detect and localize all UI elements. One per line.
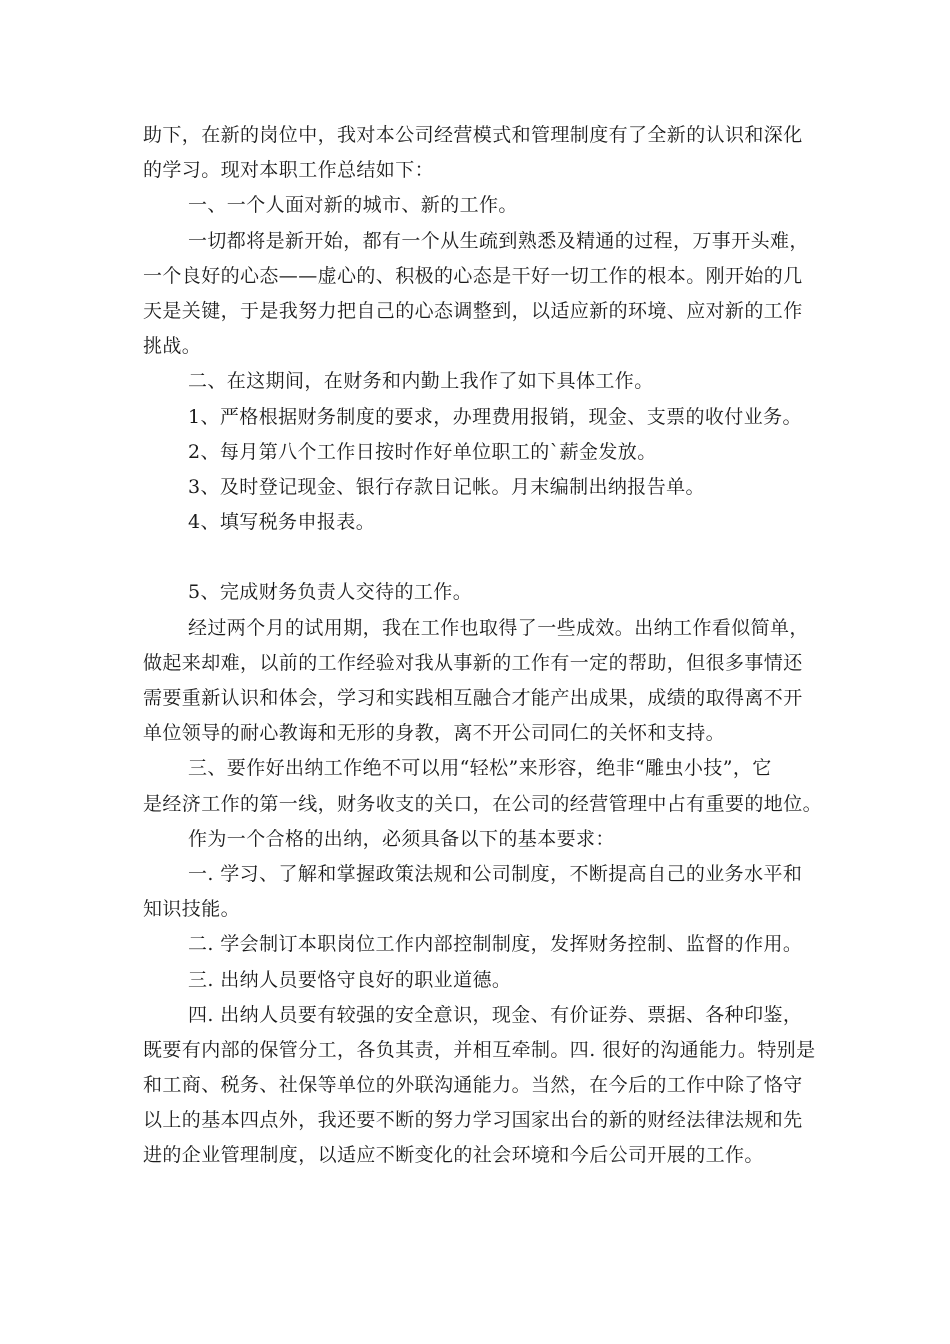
- section-heading: 一、一个人面对新的城市、新的工作。: [188, 194, 518, 217]
- text-line: 单位领导的耐心教诲和无形的身教，离不开公司同仁的关怀和支持。: [143, 722, 726, 745]
- text-line: 既要有内部的保管分工，各负其责，并相互牵制。四. 很好的沟通能力。特别是: [143, 1038, 816, 1061]
- document-body: [143, 118, 823, 1174]
- text-line: 天是关键，于是我努力把自己的心态调整到，以适应新的环境、应对新的工作: [143, 299, 803, 322]
- text-line: 经过两个月的试用期，我在工作也取得了一些成效。出纳工作看似简单，: [188, 616, 809, 639]
- text-line: 助下，在新的岗位中，我对本公司经营模式和管理制度有了全新的认识和深化: [143, 124, 803, 146]
- text-line: 进的企业管理制度，以适应不断变化的社会环境和今后公司开展的工作。: [143, 1144, 764, 1167]
- list-item: 二. 学会制订本职岗位工作内部控制制度，发挥财务控制、监督的作用。: [188, 933, 803, 956]
- text-line: 需要重新认识和体会，学习和实践相互融合才能产出成果，成绩的取得离不开: [143, 687, 803, 709]
- list-item: 1、严格根据财务制度的要求，办理费用报销，现金、支票的收付业务。: [188, 405, 802, 428]
- text-line: 做起来却难，以前的工作经验对我从事新的工作有一定的帮助，但很多事情还: [143, 651, 803, 674]
- list-item: 一. 学习、了解和掌握政策法规和公司制度，不断提高自己的业务水平和: [188, 862, 803, 885]
- text-line: 是经济工作的第一线，财务收支的关口，在公司的经营管理中占有重要的地位。: [143, 792, 823, 815]
- text-line: 一切都将是新开始，都有一个从生疏到熟悉及精通的过程，万事开头难，: [188, 229, 809, 252]
- text-line: 一个良好的心态——虚心的、积极的心态是干好一切工作的根本。刚开始的几: [143, 264, 803, 287]
- text-line: 和工商、税务、社保等单位的外联沟通能力。当然，在今后的工作中除了恪守: [143, 1074, 803, 1097]
- text-line: 以上的基本四点外，我还要不断的努力学习国家出台的新的财经法律法规和先: [143, 1109, 803, 1132]
- text-line: 知识技能。: [143, 898, 241, 921]
- list-item: 3、及时登记现金、银行存款日记帐。月末编制出纳报告单。: [188, 475, 705, 498]
- text-line: 的学习。现对本职工作总结如下：: [143, 159, 435, 182]
- list-item: 4、填写税务申报表。: [188, 511, 376, 534]
- list-item: 三. 出纳人员要恪守良好的职业道德。: [188, 968, 512, 991]
- list-item: 四. 出纳人员要有较强的安全意识，现金、有价证券、票据、各种印鉴，: [188, 1003, 803, 1026]
- text-line: 挑战。: [143, 335, 202, 358]
- section-heading: 三、要作好出纳工作绝不可以用“轻松”来形容，绝非“雕虫小技”，它: [188, 757, 772, 780]
- blank-line: [143, 540, 823, 575]
- list-item: 2、每月第八个工作日按时作好单位职工的`薪金发放。: [188, 440, 657, 463]
- section-heading: 二、在这期间，在财务和内勤上我作了如下具体工作。: [188, 370, 654, 393]
- text-line: 作为一个合格的出纳，必须具备以下的基本要求：: [188, 827, 615, 850]
- list-item: 5、完成财务负责人交待的工作。: [188, 581, 473, 604]
